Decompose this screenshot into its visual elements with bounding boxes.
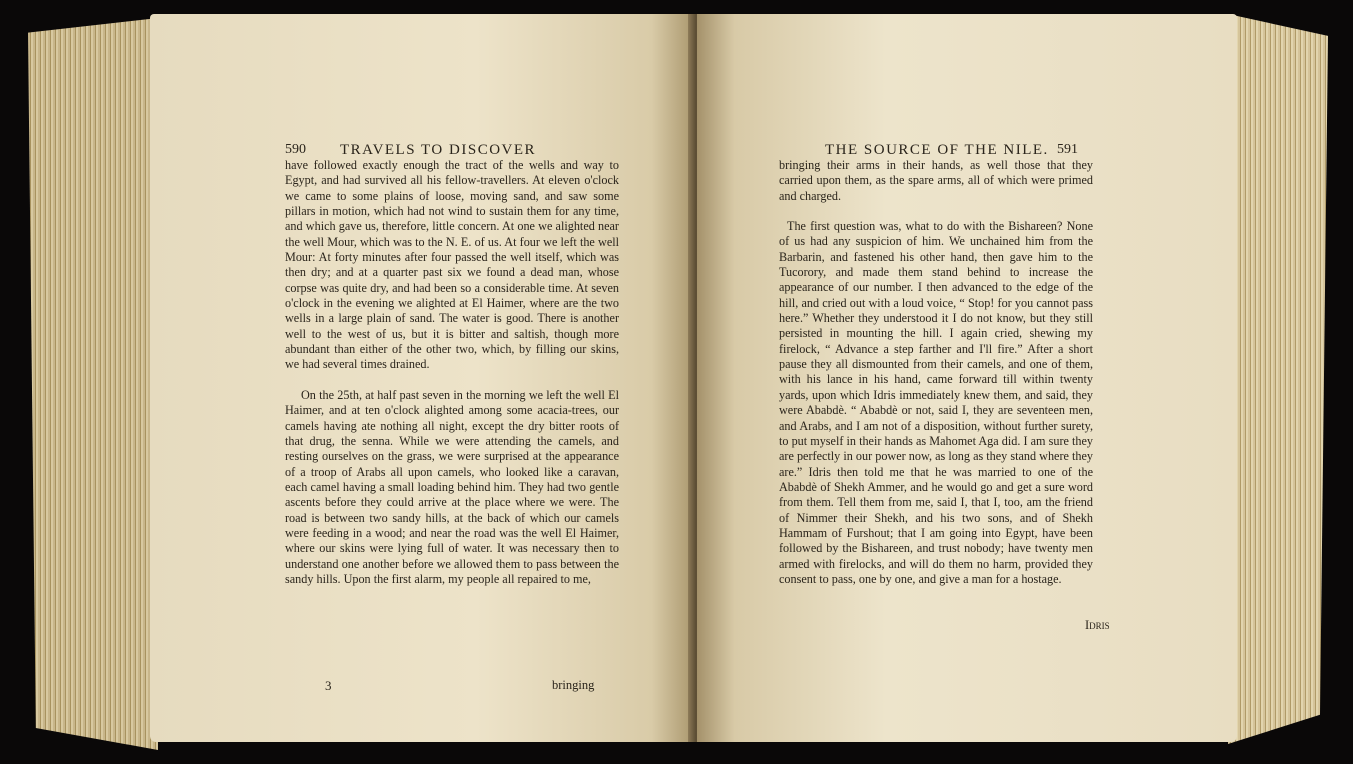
left-page-edges	[28, 18, 158, 750]
right-page	[697, 14, 1237, 742]
left-page	[150, 14, 695, 742]
signature-mark: 3	[325, 678, 332, 693]
right-page-edges	[1228, 14, 1328, 744]
left-running-head: TRAVELS TO DISCOVER	[340, 142, 537, 158]
right-page-number: 591	[1057, 142, 1078, 157]
right-paragraph-2: The first question was, what to do with the Bishareen? None of us had any suspicion of him. We unchained him from the Barbarin, and fastened his other hand, then gave him to the Tucorory, and made them stand behind to increase the appearance of our number. I then advanced to the edge of the hill, and cried out with a loud voice, “ Stop! for you cannot pass here.” Whether they understood it I do not know, but they still persisted in mounting the hill. I again cried, shewing my firelock, “ Advance a step farther and I'll fire.” After a short pause they all dismounted from their camels, and one of them, with his lance in his hand, came forward till within twenty yards, upon which Idris immediately knew them, and said, they were Ababdè. “ Ababdè or not, said I, they are seventeen men, and Arabs, and I am not of a disposition, without further surety, to put myself in their hands as Mahomet Aga did. I am sure they are perfectly in our power now, as long as they stand where they are.” Idris then told me that he was married to one of the Ababdè of Shekh Ammer, and he would go and get a sure word from them. Tell them from me, said I, that I, too, am the friend of Nimmer their Shekh, and his two sons, and of Shekh Hammam of Furshout; that I am going into Egypt, have been followed by the Bishareen, and trust nobody; have twenty men armed with firelocks, and will do them no harm, provided they consent to pass, one by one, and give a man for a hostage.	[779, 219, 1093, 586]
left-paragraph-2: On the 25th, at half past seven in the morning we left the well El Haimer, and at ten o'clock alighted among some acacia-trees, our camels having ate nothing all night, except the dry bitter roots of that drug, the senna. While we were attending the camels, and resting ourselves on the grass, we were surprised at the appearance of a troop of Arabs all upon camels, who looked like a caravan, each camel having a small loading behind him. They had two gentle ascents before they could arrive at the place where we were. The road is between two sandy hills, at the back of which our camels were feeding in a wood; and near the road was the well El Haimer, where our skins were lying full of water. It was necessary then to understand one another before we allowed them to pass between the sandy hills. Upon the first alarm, my people all repaired to me,	[285, 387, 619, 586]
left-page-number: 590	[285, 142, 306, 157]
left-text-block	[285, 158, 619, 587]
right-text-block	[779, 158, 1093, 587]
left-catchword: bringing	[552, 678, 595, 692]
right-paragraph-1: bringing their arms in their hands, as well those that they carried upon them, as the spare arms, all of which were primed and charged.	[779, 158, 1093, 203]
right-catchword: Idris	[1085, 618, 1110, 632]
right-running-head: THE SOURCE OF THE NILE.	[825, 142, 1049, 158]
left-paragraph-1: have followed exactly enough the tract of the wells and way to Egypt, and had survived all his fellow-travellers. At eleven o'clock we came to some plains of loose, moving sand, and saw some pillars in motion, which had not wind to sustain them for any time, and which gave us, therefore, little concern. At one we alighted near the well Mour, which was to the N. E. of us. At four we left the well Mour: At forty minutes after four passed the well itself, which was then dry; and at a quarter past six we found a dead man, whose corpse was quite dry, and had been so a considerable time. At seven o'clock in the evening we alighted at El Haimer, where are the two wells in a large plain of sand. The water is good. There is another well to the west of us, but it is bitter and saltish, though more abundant than either of the other two, which, by filling our skins, we had several times drained.	[285, 158, 619, 372]
